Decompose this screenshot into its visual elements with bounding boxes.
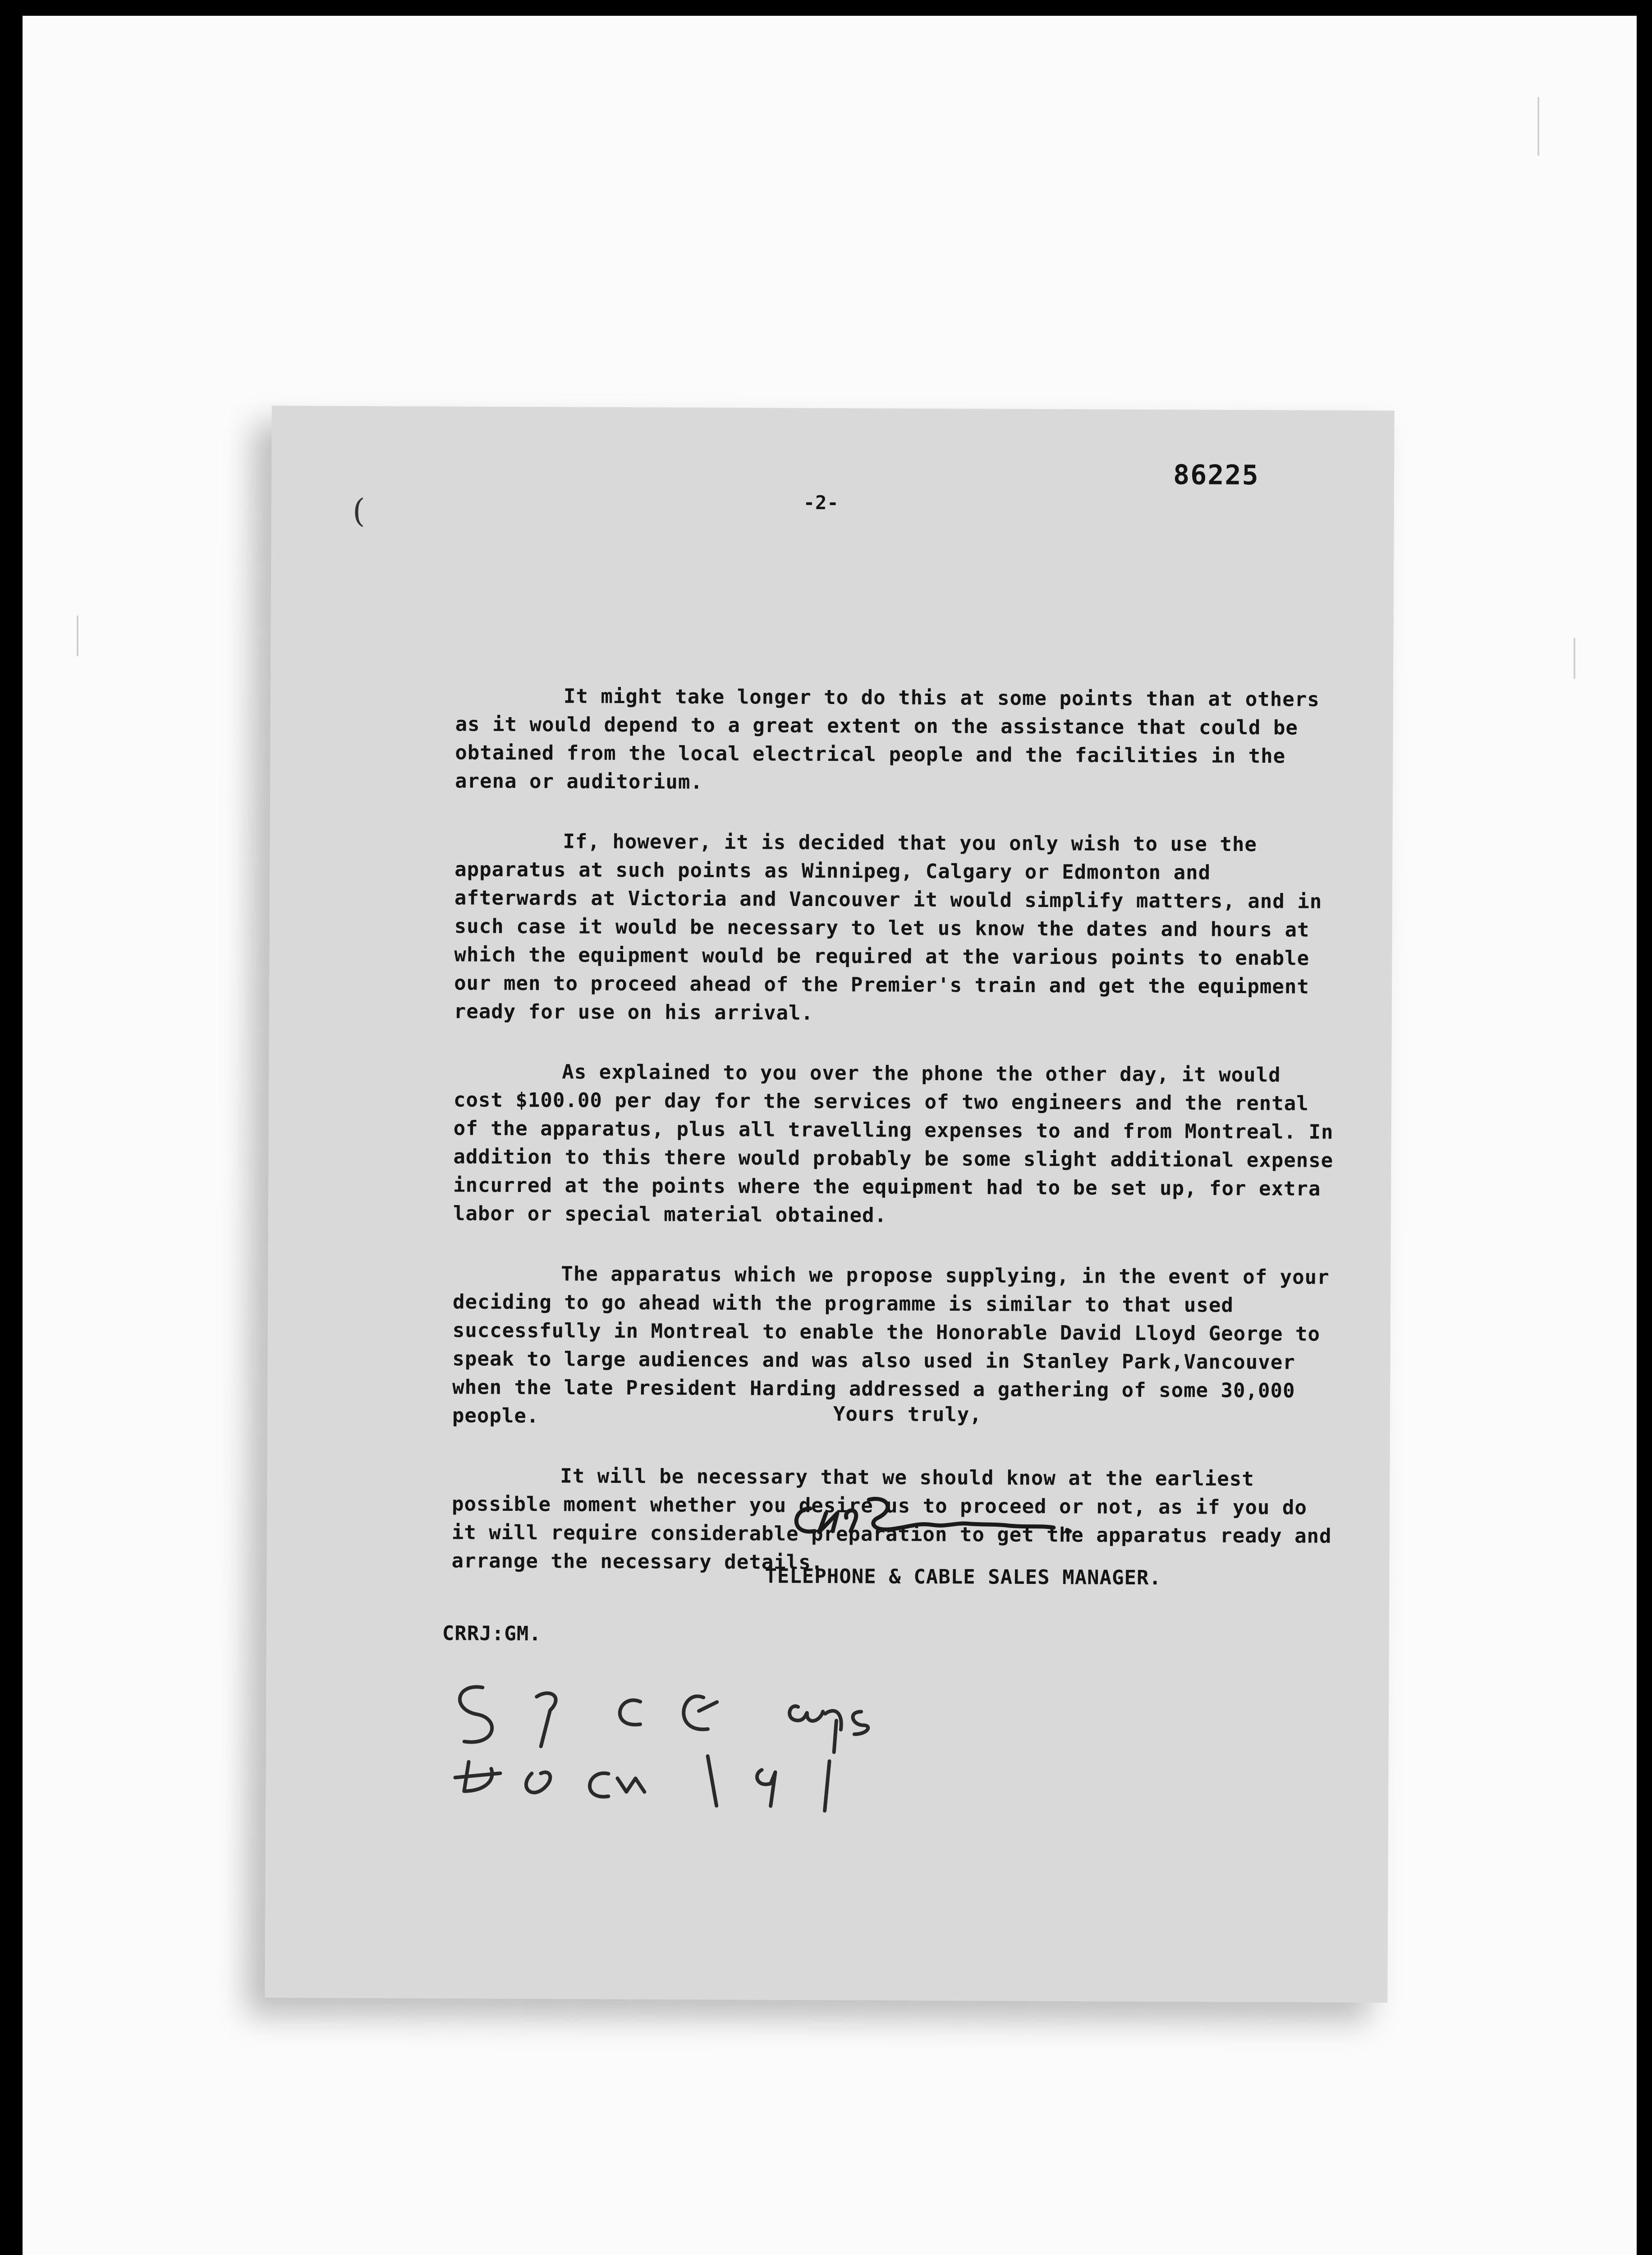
letter-body (451, 681, 1339, 1611)
signature (783, 1482, 1108, 1551)
paragraph: As explained to you over the phone the other day, it would cost $100.00 per day for the services of two engineers and the rental of the apparatus, plus all travelling expenses to and from Montreal. In addition to this there would probably be some slight additional expense incurred at the points where the equipment had to be set up, for extra labor or special material obtained. (453, 1060, 1334, 1227)
handwritten-note (428, 1669, 1015, 1843)
paragraph: It might take longer to do this at some points than at others as it would depend to a great extent on the assistance that could be obtained from the local electrical people and the facilities in the arena or auditorium. (454, 685, 1320, 794)
margin-mark: ( (352, 492, 365, 530)
page-number: -2- (803, 491, 839, 514)
paragraph: If, however, it is decided that you only wish to use the apparatus at such points as Winnipeg, Calgary or Edmonton and afterwards at Victoria and Vancouver it would simplify matters, and in such case it would be necessary to let us know the dates and hours at which the equipment would be required at the various points to enable our men to proceed ahead of the Premier's train and get the equipment ready for use on his arrival. (454, 830, 1322, 1025)
closing: Yours truly, (833, 1403, 982, 1427)
paragraph: The apparatus which we propose supplying, in the event of your deciding to go ahead with the programme is similar to that used successfully in Montreal to enable the Honorable David Lloyd George to speak to large audiences and was also used in Stanley Park,Vancouver when the late President Harding addressed a gathering of some 30,000 people. (452, 1262, 1330, 1428)
edge-mark (1574, 638, 1575, 679)
edge-mark (1537, 97, 1539, 156)
edge-mark (77, 616, 78, 656)
typist-initials: CRRJ:GM. (442, 1622, 541, 1646)
letter-page (265, 406, 1394, 2003)
paragraph: It will be necessary that we should know at the earliest possible moment whether you desire us to proceed or not, as if you do it will require considerable preparation to get the apparatus ready and arrange the necessary details. (451, 1464, 1332, 1574)
file-number: 86225 (1173, 459, 1259, 492)
signer-title: TELEPHONE & CABLE SALES MANAGER. (765, 1565, 1162, 1590)
